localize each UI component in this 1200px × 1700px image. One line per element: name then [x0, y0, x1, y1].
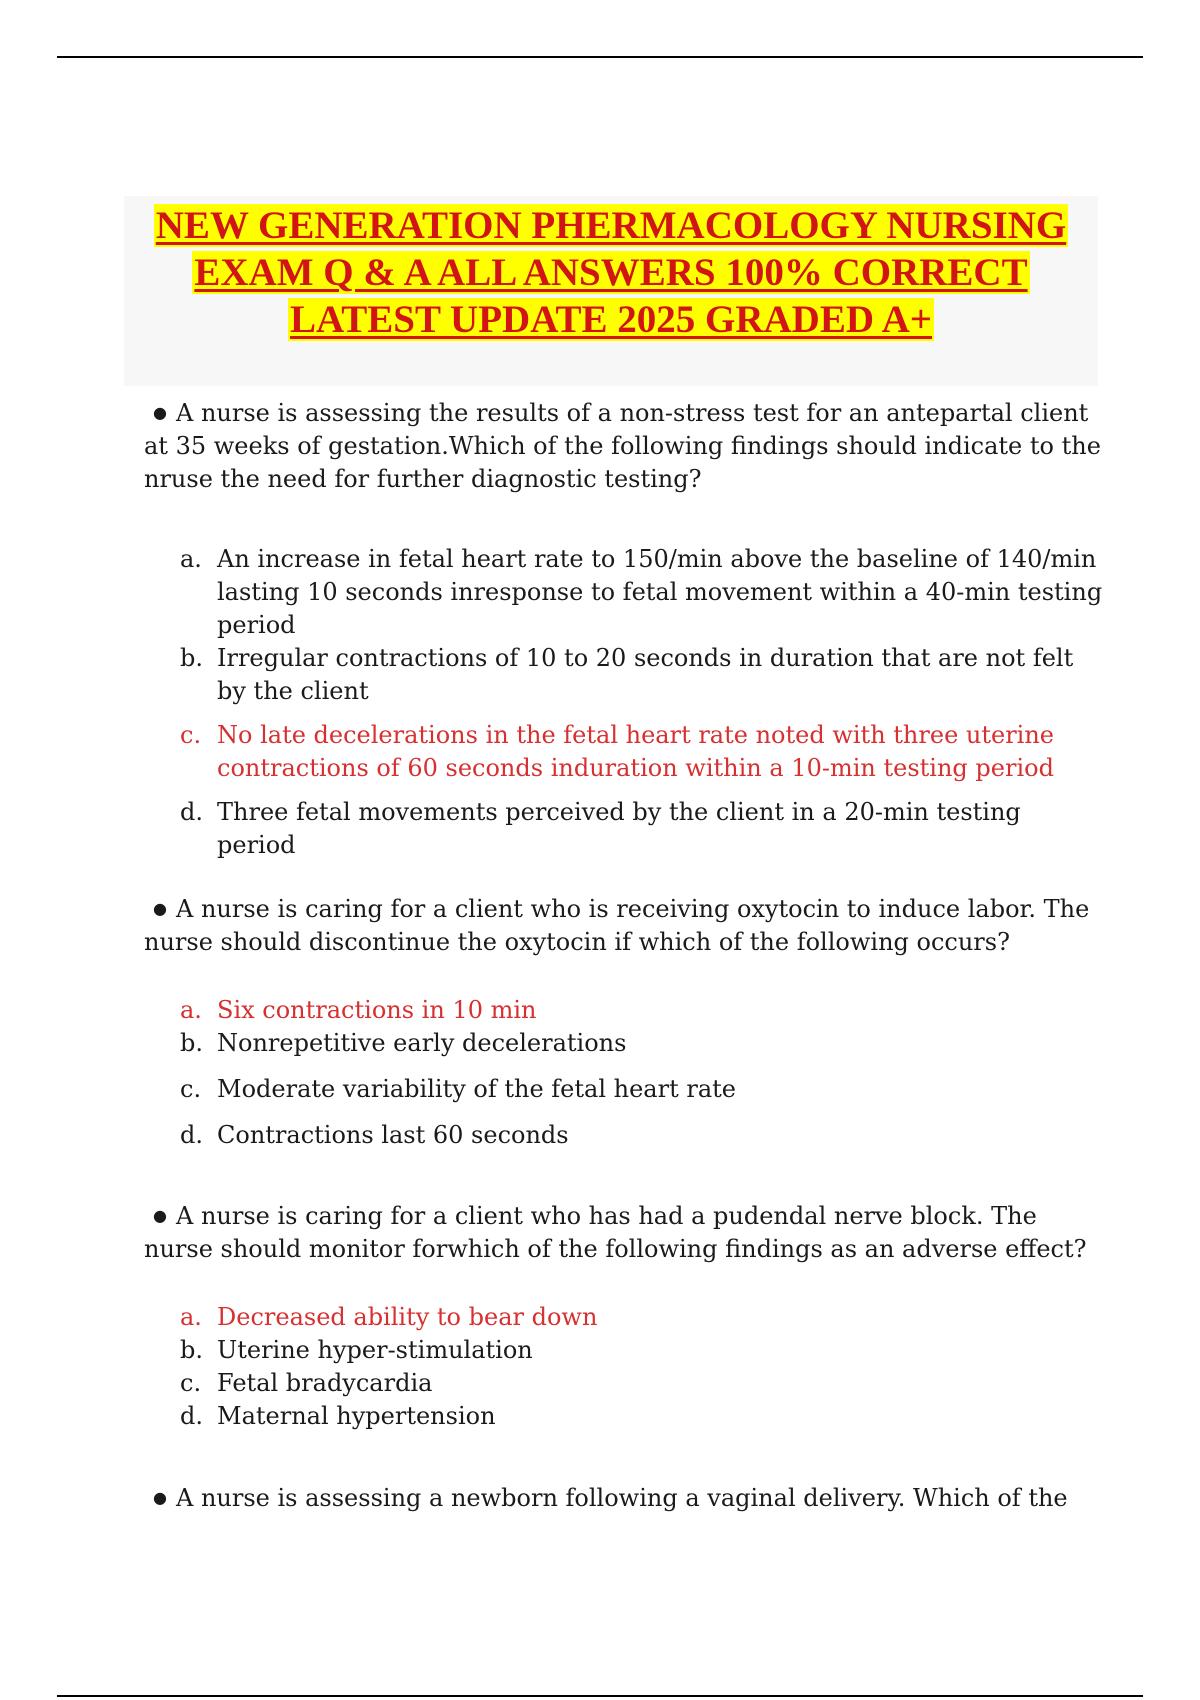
title-line-2: EXAM Q & A ALL ANSWERS 100% CORRECT: [194, 251, 1028, 294]
question-2: [144, 892, 1104, 959]
q1-option-c-correct: c. No late decelerations in the fetal heart rate noted with three uterine contractions of 60 seconds induration within a 10-min testing period: [180, 721, 1055, 782]
question-1-options: [144, 543, 1104, 862]
header-rule: [57, 56, 1143, 58]
question-1: [144, 396, 1104, 496]
q1-option-a: a. An increase in fetal heart rate to 150/min above the baseline of 140/min lasting 10 seconds inresponse to fetal movement within a 40-min testing period: [180, 545, 1103, 639]
q3-option-c: c. Fetal bradycardia: [180, 1369, 433, 1397]
q3-option-b: b. Uterine hyper-stimulation: [180, 1336, 533, 1364]
question-1-text: A nurse is assessing the results of a non-stress test for an antepartal client at 35 weeks of gestation.Which of the following findings should indicate to the nruse the need for further diagnostic testing?: [144, 399, 1101, 493]
question-list: [144, 396, 1104, 1515]
title-line-3: LATEST UPDATE 2025 GRADED A+: [290, 298, 932, 341]
bullet-icon: ●: [153, 1488, 167, 1507]
q2-option-a-correct: a. Six contractions in 10 min: [180, 996, 537, 1024]
question-3-text: A nurse is caring for a client who has had a pudendal nerve block. The nurse should monitor forwhich of the following findings as an adverse effect?: [144, 1202, 1087, 1263]
q2-option-d: d. Contractions last 60 seconds: [180, 1121, 569, 1149]
question-4-text: A nurse is assessing a newborn following a vaginal delivery. Which of the: [176, 1484, 1068, 1512]
question-4: [144, 1481, 1104, 1515]
bullet-icon: ●: [153, 1206, 167, 1225]
q2-option-c: c. Moderate variability of the fetal heart rate: [180, 1075, 736, 1103]
q1-option-b: b. Irregular contractions of 10 to 20 seconds in duration that are not felt by the client: [180, 644, 1074, 705]
q2-option-b: b. Nonrepetitive early decelerations: [180, 1029, 627, 1057]
q3-option-d: d. Maternal hypertension: [180, 1402, 496, 1430]
footer-rule: [57, 1695, 1143, 1697]
question-2-options: [144, 994, 1104, 1152]
bullet-icon: ●: [153, 403, 167, 422]
document-title: [124, 202, 1098, 343]
question-2-text: A nurse is caring for a client who is receiving oxytocin to induce labor. The nurse should discontinue the oxytocin if which of the following occurs?: [144, 895, 1090, 956]
question-3: [144, 1199, 1104, 1266]
title-line-1: NEW GENERATION PHERMACOLOGY NURSING: [155, 204, 1067, 247]
q3-option-a-correct: a. Decreased ability to bear down: [180, 1303, 598, 1331]
q1-option-d: d. Three fetal movements perceived by the client in a 20-min testing period: [180, 798, 1021, 859]
question-3-options: [144, 1301, 1104, 1433]
bullet-icon: ●: [153, 899, 167, 918]
